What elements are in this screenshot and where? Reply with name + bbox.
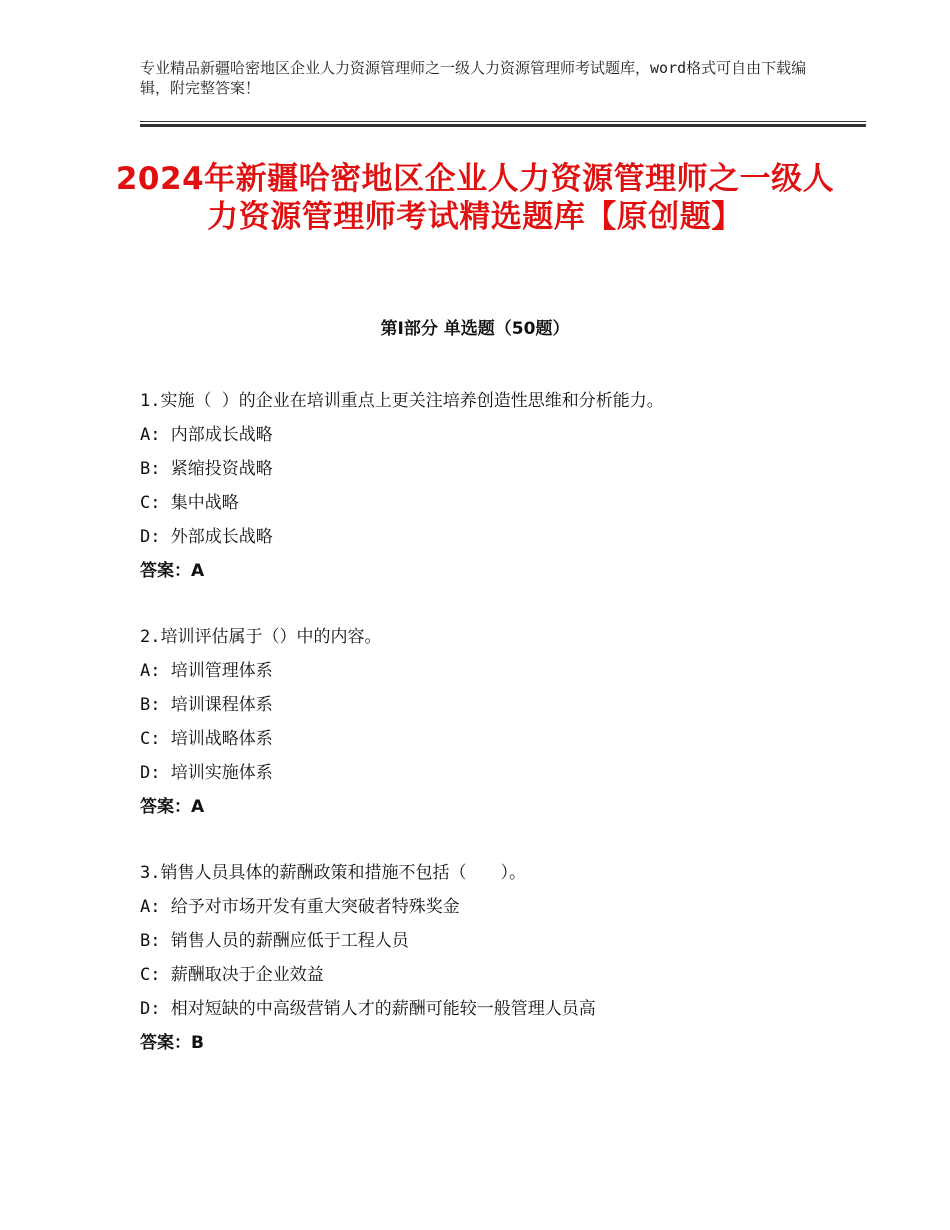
option-c: C: 薪酬取决于企业效益 <box>140 965 324 985</box>
question-stem: 2.培训评估属于（）中的内容。 <box>140 627 382 647</box>
option-a: A: 给予对市场开发有重大突破者特殊奖金 <box>140 897 460 917</box>
question-1 <box>140 384 840 588</box>
option-c: C: 培训战略体系 <box>140 729 273 749</box>
option-b: B: 培训课程体系 <box>140 695 273 715</box>
option-b: B: 紧缩投资战略 <box>140 459 273 479</box>
answer-line <box>140 1026 840 1060</box>
answer-value: A <box>191 797 205 817</box>
answer-label: 答案： <box>140 1033 191 1053</box>
option-b: B: 销售人员的薪酬应低于工程人员 <box>140 931 409 951</box>
answer-label: 答案： <box>140 797 191 817</box>
question-3 <box>140 856 840 1060</box>
answer-value: B <box>191 1033 204 1053</box>
option-c: C: 集中战略 <box>140 493 239 513</box>
section-heading: 第Ⅰ部分 单选题（50题） <box>380 319 570 339</box>
question-list <box>140 384 840 1092</box>
question-stem: 3.销售人员具体的薪酬政策和措施不包括（ ）。 <box>140 863 526 883</box>
answer-label: 答案： <box>140 561 191 581</box>
answer-line <box>140 554 840 588</box>
header-divider-thick <box>140 124 866 127</box>
header-note: 专业精品新疆哈密地区企业人力资源管理师之一级人力资源管理师考试题库，word格式可自由下载编辑，附完整答案！ <box>140 59 807 97</box>
option-a: A: 内部成长战略 <box>140 425 273 445</box>
answer-value: A <box>191 561 205 581</box>
header-divider-thin <box>140 121 866 122</box>
question-2 <box>140 620 840 824</box>
option-a: A: 培训管理体系 <box>140 661 273 681</box>
document-title: 2024年新疆哈密地区企业人力资源管理师之一级人力资源管理师考试精选题库【原创题】 <box>115 161 835 235</box>
option-d: D: 外部成长战略 <box>140 527 273 547</box>
question-stem: 1.实施（ ）的企业在培训重点上更关注培养创造性思维和分析能力。 <box>140 391 664 411</box>
option-d: D: 培训实施体系 <box>140 763 273 783</box>
option-d: D: 相对短缺的中高级营销人才的薪酬可能较一般管理人员高 <box>140 999 596 1019</box>
answer-line <box>140 790 840 824</box>
